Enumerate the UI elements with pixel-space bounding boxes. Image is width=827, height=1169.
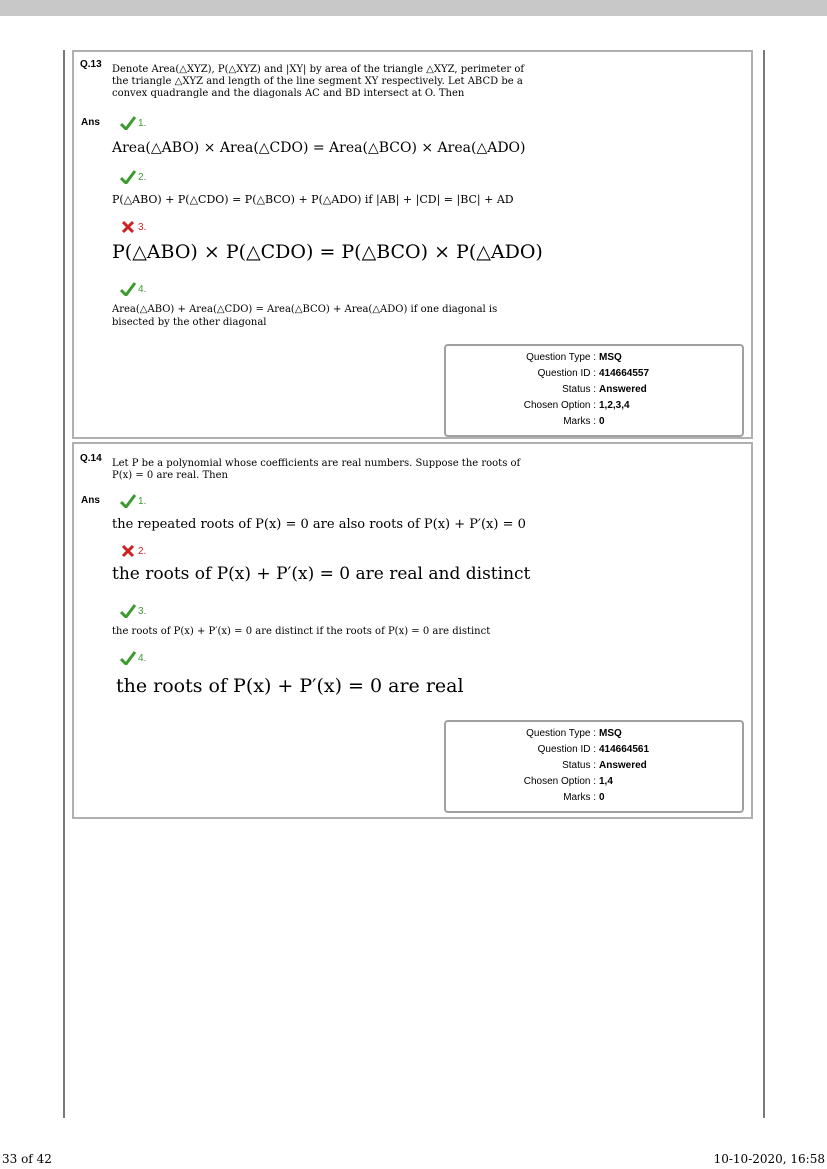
info-chosen-option: Chosen Option : 1,4 (523, 776, 613, 787)
option-3-text: P(△ABO) × P(△CDO) = P(△BCO) × P(△ADO) (112, 241, 543, 263)
option-4-text: Area(△ABO) + Area(△CDO) = Area(△BCO) + Area(△ADO) if one diagonal is bisected by the other diagonal (112, 304, 498, 328)
question-text: Denote Area(△XYZ), P(△XYZ) and |XY| by area of the triangle △XYZ, perimeter of the triangle △XYZ and length of the line segment XY respectively. Let ABCD be a convex quadrangle and the diagonals AC and BD intersect at O. Then (112, 64, 525, 99)
ans-label: Ans (81, 117, 100, 128)
top-bar (0, 0, 827, 16)
option-number: 1. (138, 495, 147, 507)
option-3-head (120, 604, 146, 618)
info-marks: Marks : 0 (563, 416, 605, 427)
correct-check-icon (120, 651, 136, 665)
option-2-head (120, 170, 146, 184)
option-2-head (120, 544, 146, 558)
option-number: 2. (138, 545, 147, 557)
question-box-14 (72, 442, 753, 819)
option-number: 3. (138, 605, 147, 617)
option-3-text: the roots of P(x) + P′(x) = 0 are distinct if the roots of P(x) = 0 are distinct (112, 626, 491, 637)
option-4-text: the roots of P(x) + P′(x) = 0 are real (116, 675, 464, 697)
info-status: Status : Answered (562, 760, 647, 771)
option-1-text: Area(△ABO) × Area(△CDO) = Area(△BCO) × Area(△ADO) (112, 140, 526, 156)
page-number: 33 of 42 (2, 1152, 52, 1166)
option-number: 1. (138, 117, 147, 129)
question-number: Q.13 (80, 59, 102, 70)
info-status: Status : Answered (562, 384, 647, 395)
option-number: 4. (138, 283, 147, 295)
question-text: Let P be a polynomial whose coefficients are real numbers. Suppose the roots of P(x) = 0 are real. Then (112, 458, 521, 481)
correct-check-icon (120, 282, 136, 296)
question-number: Q.14 (80, 453, 102, 464)
option-3-head (120, 220, 146, 234)
print-datetime: 10-10-2020, 16:58 (713, 1152, 825, 1166)
info-chosen-option: Chosen Option : 1,2,3,4 (523, 400, 630, 411)
option-4-head (120, 651, 146, 665)
correct-check-icon (120, 170, 136, 184)
info-marks: Marks : 0 (563, 792, 605, 803)
option-1-head (120, 116, 146, 130)
info-question-id: Question ID : 414664561 (537, 744, 650, 755)
correct-check-icon (120, 604, 136, 618)
option-number: 2. (138, 171, 147, 183)
left-border-line (63, 50, 65, 1118)
question-box-13 (72, 50, 753, 439)
info-question-type: Question Type : MSQ (526, 728, 622, 739)
right-border-line (763, 50, 765, 1118)
option-number: 4. (138, 652, 147, 664)
option-4-head (120, 282, 146, 296)
info-question-type: Question Type : MSQ (526, 352, 622, 363)
option-1-head (120, 494, 146, 508)
question-info-panel (444, 344, 744, 437)
info-question-id: Question ID : 414664557 (537, 368, 650, 379)
wrong-cross-icon (120, 220, 136, 234)
option-1-text: the repeated roots of P(x) = 0 are also roots of P(x) + P′(x) = 0 (112, 517, 526, 532)
option-number: 3. (138, 221, 147, 233)
ans-label: Ans (81, 495, 100, 506)
wrong-cross-icon (120, 544, 136, 558)
option-2-text: P(△ABO) + P(△CDO) = P(△BCO) + P(△ADO) if |AB| + |CD| = |BC| + AD (112, 193, 514, 206)
option-2-text: the roots of P(x) + P′(x) = 0 are real and distinct (112, 564, 531, 584)
question-info-panel (444, 720, 744, 813)
correct-check-icon (120, 494, 136, 508)
correct-check-icon (120, 116, 136, 130)
